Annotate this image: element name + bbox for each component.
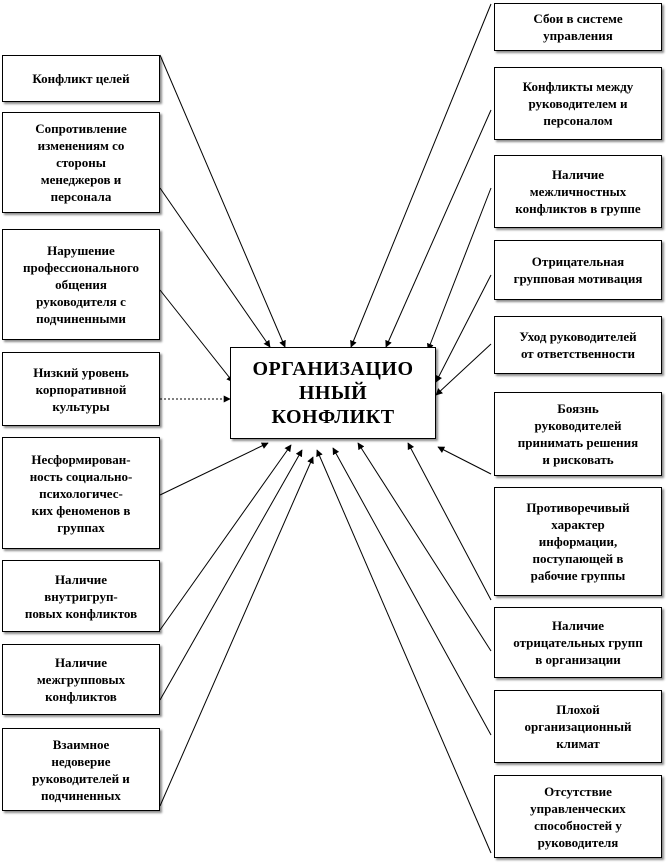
- left-factor-3: Нарушение профессионального общения руководителя с подчиненными: [2, 229, 160, 340]
- right-factor-10: Отсутствие управленческих способностей у руководителя: [494, 775, 662, 858]
- left-factor-4: Низкий уровень корпоративной культуры: [2, 352, 160, 426]
- left-factor-2: Сопротивление изменениям со стороны менеджеров и персонала: [2, 112, 160, 213]
- arrow-left-7: [160, 450, 302, 700]
- right-factor-8: Наличие отрицательных групп в организации: [494, 607, 662, 678]
- left-factor-8: Взаимное недоверие руководителей и подчиненных: [2, 728, 160, 811]
- arrow-right-9: [333, 448, 491, 735]
- arrow-left-6: [160, 445, 291, 630]
- arrow-right-6: [438, 447, 491, 474]
- right-factor-7: Противоречивый характер информации, поступающей в рабочие группы: [494, 487, 662, 596]
- left-factor-7: Наличие межгрупповых конфликтов: [2, 644, 160, 715]
- arrow-left-1: [160, 55, 285, 347]
- arrow-right-3: [428, 188, 491, 350]
- arrow-left-8: [160, 457, 313, 806]
- right-factor-2: Конфликты между руководителем и персоналом: [494, 67, 662, 140]
- arrow-left-2: [160, 188, 270, 347]
- left-factor-5: Несформирован- ность социально- психологичес- ких феноменов в группах: [2, 437, 160, 549]
- arrow-right-4: [436, 275, 491, 382]
- left-factor-6: Наличие внутригруп- повых конфликтов: [2, 560, 160, 632]
- right-factor-3: Наличие межличностных конфликтов в группе: [494, 155, 662, 228]
- right-factor-6: Боязнь руководителей принимать решения и рисковать: [494, 392, 662, 476]
- right-factor-1: Сбои в системе управления: [494, 3, 662, 51]
- right-factor-4: Отрицательная групповая мотивация: [494, 240, 662, 300]
- arrow-right-5: [436, 344, 491, 395]
- right-factor-5: Уход руководителей от ответственности: [494, 316, 662, 374]
- central-node: ОРГАНИЗАЦИО ННЫЙ КОНФЛИКТ: [230, 347, 436, 439]
- arrow-left-5: [160, 443, 268, 495]
- right-factor-9: Плохой организационный климат: [494, 690, 662, 763]
- arrow-right-10: [317, 450, 491, 853]
- arrow-left-3: [160, 290, 233, 382]
- arrow-right-1: [351, 4, 491, 347]
- arrow-right-7: [408, 443, 491, 600]
- left-factor-1: Конфликт целей: [2, 55, 160, 102]
